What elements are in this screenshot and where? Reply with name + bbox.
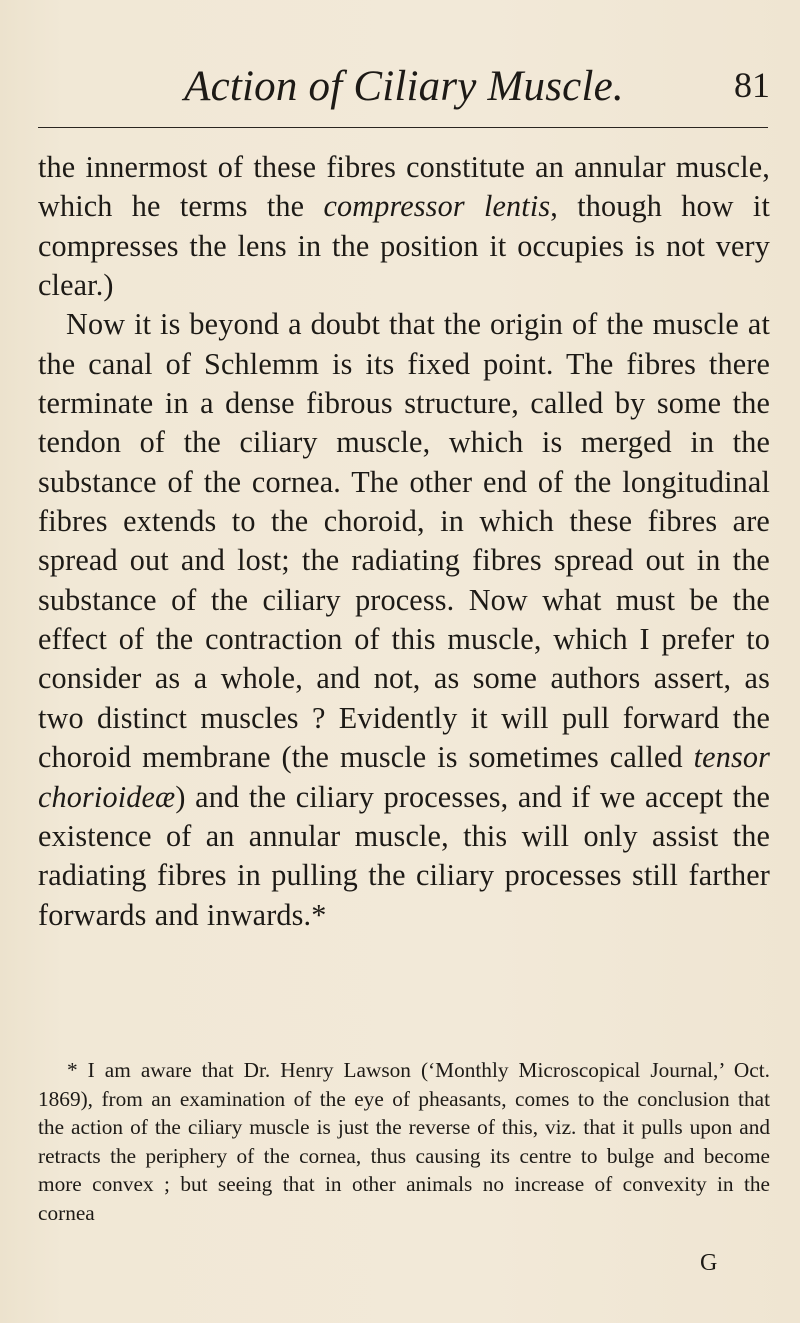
paragraph-1-text-b: , though how it compresses the lens in the position it occupies is not very clear.) xyxy=(38,189,771,303)
paragraph-1-italic-term: compressor lentis xyxy=(323,189,551,224)
header-rule xyxy=(38,127,768,128)
paragraph-1-text-a: the innermost of these fibres constitute an annular muscle, which he terms the xyxy=(38,150,770,224)
paragraph-2-text-b: ) and the ciliary processes, and if we accept the existence of an annular muscle, this will only assist the radiating fibres in pulling the ciliary processes still farther forwards and inwards.* xyxy=(38,779,770,932)
footnote: * I am aware that Dr. Henry Lawson (‘Monthly Microscopical Journal,’ Oct. 1869), from an examination of the eye of pheasants, comes to the conclusion that the action of the ciliary muscle is just the reverse of this, viz. that it pulls upon and retracts the periphery of the cornea, thus causing its centre to bulge and become more convex ; but seeing that in other animals no increase of convexity in the cornea xyxy=(38,1058,770,1225)
paragraph-2 xyxy=(38,305,770,935)
signature-mark: G xyxy=(700,1250,718,1276)
running-title: Action of Ciliary Muscle. xyxy=(184,63,624,110)
body-text xyxy=(38,148,770,935)
running-head xyxy=(38,62,770,118)
paragraph-2-italic-term: tensor chorioideæ xyxy=(38,740,770,814)
paragraph-1 xyxy=(38,148,770,305)
paragraph-2-text-a: Now it is beyond a doubt that the origin of the muscle at the canal of Schlemm is its fixed point. The fibres there terminate in a dense fibrous structure, called by some the tendon of the ciliary muscle, which is merged in the substance of the cornea. The other end of the longitudinal fibres extends to the choroid, in which these fibres are spread out and lost; the radiating fibres spread out in the substance of the ciliary process. Now what must be the effect of the contraction of this muscle, which I prefer to consider as a whole, and not, as some authors assert, as two distinct muscles ? Evidently it will pull forward the choroid membrane (the muscle is sometimes called xyxy=(38,307,770,775)
page-number: 81 xyxy=(734,65,770,105)
